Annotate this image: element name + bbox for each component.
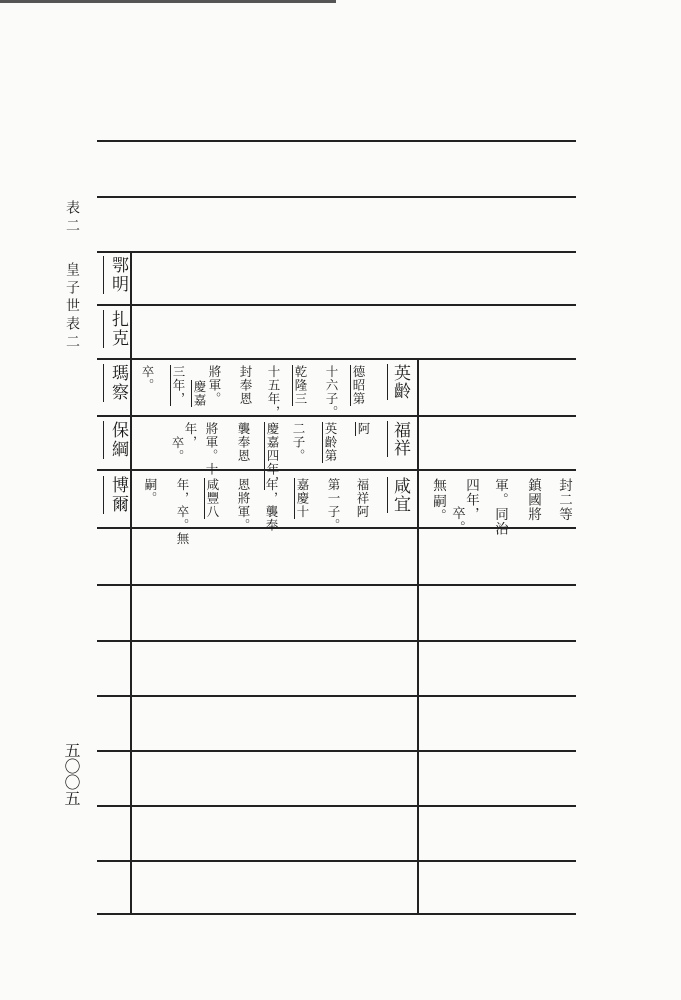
note-line: 年， [183,422,198,449]
person-fuxiang: 福祥 [387,421,413,457]
note-line: 咸豐八 [205,478,220,519]
rule-row-9 [97,695,576,697]
note-line: 二子。 [291,422,306,463]
name-boer: 博爾 [103,476,131,514]
note-line: 無 [430,478,446,493]
note-line: 四年， [463,478,479,522]
column-divider-next [417,358,419,913]
page-title: 皇子世表二 [64,262,80,352]
name-macha: 瑪察 [103,364,131,402]
note-line: 封奉恩 [238,365,253,406]
rule-row-7 [97,584,576,586]
column-divider-names [130,251,132,913]
rule-row-2 [97,304,576,306]
rule-row-11 [97,805,576,807]
note-line: 卒。 [449,506,465,535]
note-line: 年，襲奉 [264,478,279,532]
note-line: 阿 [356,422,371,436]
rule-row-5 [97,469,576,471]
note-line: 嘉慶十 [295,478,310,519]
note-line: 年，卒。無 [175,478,190,546]
note-line: 鎮國將 [525,478,541,522]
rule-row-3 [97,358,576,360]
person-yingling: 英齡 [387,364,413,400]
page-number: 五〇〇五 [62,742,81,806]
section-label: 表二 [64,200,80,236]
note-line: 乾隆三 [293,365,308,406]
note-line: 嗣。 [430,494,446,523]
note-line: 將軍。十 [204,422,219,476]
note-line: 軍。同治 [492,478,508,536]
note-line: 慶嘉 [192,380,207,407]
name-zhake: 扎克 [103,310,131,348]
note-line: 三年， [171,365,186,406]
note-line: 卒。 [140,365,155,392]
note-line: 福祥阿 [355,478,370,519]
note-line: 十六子。 [324,365,339,419]
name-eming: 鄂明 [103,256,131,294]
note-line: 英齡第 [323,422,338,463]
note-line: 德昭第 [351,365,366,406]
note-line: 襲奉恩 [236,422,251,463]
rule-row-8 [97,640,576,642]
top-scan-edge [0,0,336,3]
name-baogang: 保綱 [103,421,131,459]
rule-top-1 [97,140,576,142]
note-line: 第一子。 [326,478,341,532]
rule-row-1 [97,251,576,253]
rule-bottom [97,913,576,915]
note-line: 嗣。 [143,478,158,505]
note-line: 卒。 [170,436,185,463]
rule-row-12 [97,860,576,862]
note-line: 恩將軍。 [236,478,251,532]
note-line: 封二等 [556,478,572,522]
note-line: 十五年， [266,365,281,419]
rule-row-10 [97,750,576,752]
person-xianyi: 咸宜 [387,477,413,513]
note-line: 將軍。 [207,365,222,406]
note-line: 慶嘉四年， [265,422,280,490]
rule-top-2 [97,196,576,198]
